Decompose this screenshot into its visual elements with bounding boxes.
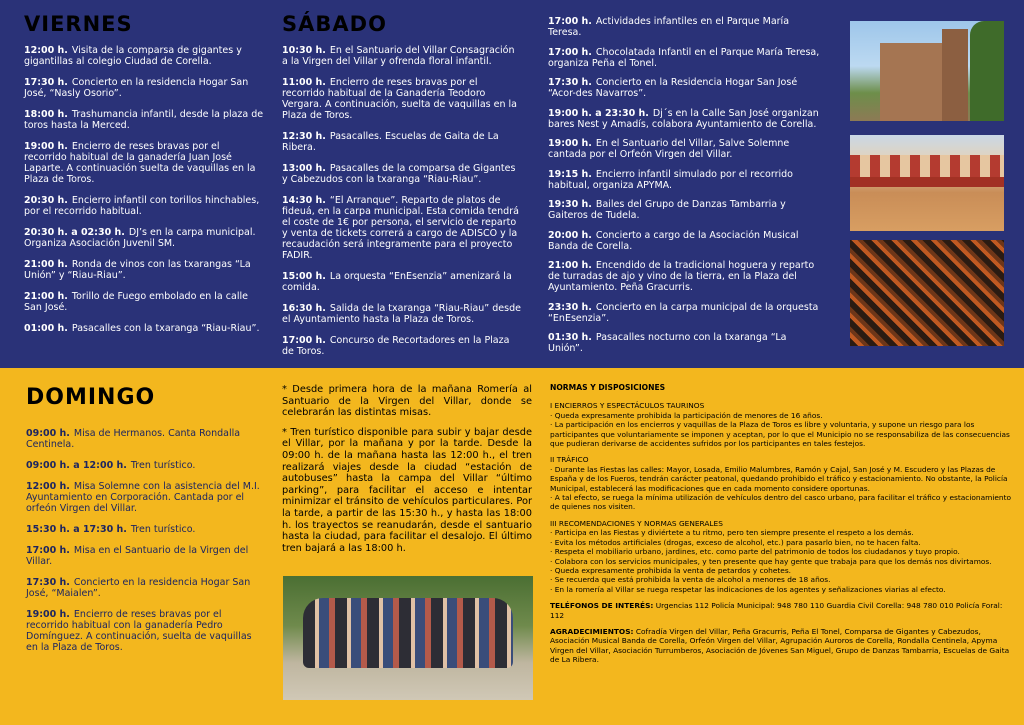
schedule-item [282, 131, 522, 153]
schedule-item [282, 271, 522, 293]
event-description: Misa en el Santuario de la Virgen del Villar. [26, 545, 249, 567]
schedule-item [24, 291, 264, 313]
normas-item: · Queda expresamente prohibida la participación de menores de 16 años. [550, 410, 823, 420]
normas-item: · Evita los métodos artificiales (drogas, exceso de alcohol, etc.) para pasarlo bien, no te hacen falta. [550, 537, 921, 547]
schedule-item [548, 169, 824, 191]
schedule-item [282, 163, 522, 185]
event-time: 23:30 h. [548, 301, 592, 313]
event-time: 17:30 h. [24, 77, 68, 88]
event-description: Ronda de vinos con las txarangas “La Unión” y “Riau-Riau”. [24, 259, 251, 281]
schedule-item [24, 141, 264, 185]
event-description: Concierto en la Residencia Hogar San José “Acor-des Navarros”. [548, 77, 798, 99]
normas-section [550, 383, 1012, 665]
event-description: Tren turístico. [130, 460, 196, 471]
schedule-item [282, 195, 522, 261]
normas-item: · Colabora con los servicios municipales, y ten presente que hay gente que trabaja para que los demás nos divirtamos. [550, 556, 992, 566]
event-description: La orquesta “EnEsenzia” amenizará la comida. [282, 271, 512, 293]
event-time: 19:00 h. a 23:30 h. [548, 107, 649, 119]
event-time: 12:00 h. [24, 45, 68, 56]
event-time: 12:30 h. [282, 131, 326, 142]
event-description: Concurso de Recortadores en la Plaza de Toros. [282, 335, 510, 357]
schedule-item [26, 428, 266, 450]
sabado-heading: SÁBADO [282, 12, 387, 36]
note-paragraph: * Desde primera hora de la mañana Romería al Santuario de la Virgen del Villar, donde se celebrarán las distintas misas. [282, 384, 532, 419]
normas-title: NORMAS Y DISPOSICIONES [550, 383, 666, 392]
event-time: 19:00 h. [26, 609, 70, 620]
event-description: Salida de la txaranga “Riau-Riau” desde el Ayuntamiento hasta la Plaza de Toros. [282, 303, 521, 325]
schedule-item [282, 45, 522, 67]
note-paragraph: * Tren turístico disponible para subir y bajar desde el Villar, por la mañana y por la tarde. Desde la 09:00 h. de la mañana hasta las 12:00 h., el tren realizará viajes desde la ciudad “estación de autobuses” hasta la campa del Villar “último parking”, para facilitar el acceso e intentar minimizar el tránsito de vehículos particulares. Por la tarde, a partir de las 15:30 h., y hasta las 18:00 h. los trayectos se reanudarán, desde el santuario hasta la ciudad, para facilitar el desalojo. El último tren bajará a las 18:00 h. [282, 426, 532, 554]
event-time: 12:00 h. [26, 481, 70, 492]
event-description: Concierto en la residencia Hogar San José, “Maialen”. [26, 577, 251, 599]
event-time: 11:00 h. [282, 77, 326, 88]
schedule-item [26, 577, 266, 599]
event-description: Actividades infantiles en el Parque María Teresa. [548, 16, 790, 38]
schedule-item [24, 259, 264, 281]
schedule-item [282, 335, 522, 357]
event-description: Torillo de Fuego embolado en la calle San José. [24, 291, 248, 313]
schedule-item [548, 138, 824, 160]
event-time: 15:30 h. a 17:30 h. [26, 524, 127, 535]
sabado-schedule-continued [548, 16, 824, 363]
event-description: Misa de Hermanos. Canta Rondalla Centinela. [26, 428, 241, 450]
domingo-heading: DOMINGO [26, 385, 156, 410]
normas-item: · Respeta el mobiliario urbano, jardines, etc. como parte del patrimonio de todos los ciudadanos y tuyo propio. [550, 547, 960, 557]
schedule-item [26, 609, 266, 653]
agradecimientos-text: Cofradía Virgen del Villar, Peña Gracurris, Peña El Tonel, Comparsa de Gigantes y Cabezudos, Asociación Musical Banda de Corella, Orfeón Virgen del Villar, Agrupación Auroros de Corella, Rondalla Centinela, Apyma Virgen del Villar, Asociación Turrumberos, Asociación de Jóvenes San Miguel, Grupo de Danzas Tambarria, Escuelas de Gaita de La Ribera. [550, 626, 1010, 665]
schedule-item [548, 77, 824, 99]
spacer [550, 594, 1012, 601]
spacer [550, 448, 1012, 455]
event-description: En el Santuario del Villar, Salve Solemne cantada por el Orfeón Virgen del Villar. [548, 138, 790, 160]
event-time: 17:30 h. [26, 577, 70, 588]
event-time: 17:00 h. [548, 46, 592, 58]
telefonos-label: TELÉFONOS DE INTERÉS: [550, 601, 654, 611]
event-description: Concierto en la carpa municipal de la orquesta “EnEsenzia”. [548, 301, 819, 324]
event-description: Misa Solemne con la asistencia del M.I. Ayuntamiento en Corporación. Cantada por el orfeón Virgen del Villar. [26, 481, 260, 514]
event-time: 09:00 h. [26, 428, 70, 439]
event-description: Encierro de reses bravas por el recorrido habitual de la ganadería Juan José Laparte. A continuación suelta de vaquillas en la Plaza de Toros. [24, 141, 256, 185]
event-description: Encierro infantil con torillos hinchables, por el recorrido habitual. [24, 195, 260, 217]
schedule-item [282, 77, 522, 121]
schedule-item [24, 77, 264, 99]
schedule-item [26, 545, 266, 567]
viernes-schedule [24, 45, 264, 344]
event-time: 17:00 h. [26, 545, 70, 556]
event-time: 19:15 h. [548, 168, 592, 180]
schedule-item [548, 260, 824, 293]
spacer [550, 620, 1012, 627]
agradecimientos-label: AGRADECIMIENTOS: [550, 626, 634, 636]
event-time: 14:30 h. [282, 195, 326, 206]
event-time: 13:00 h. [282, 163, 326, 174]
schedule-item [24, 227, 264, 249]
schedule-item [282, 303, 522, 325]
normas-item: · A tal efecto, se ruega la mínima utilización de vehículos dentro del casco urbano, para facilitar el tráfico y estacionamiento de quienes nos visiten. [550, 493, 1012, 512]
schedule-item [548, 230, 824, 252]
group-photo [283, 576, 533, 700]
schedule-item [548, 47, 824, 69]
event-description: Chocolatada Infantil en el Parque María Teresa, organiza Peña el Tonel. [548, 46, 820, 69]
event-description: En el Santuario del Villar Consagración a la Virgen del Villar y ofrenda floral infantil. [282, 45, 515, 67]
event-time: 21:00 h. [24, 291, 68, 302]
event-time: 15:00 h. [282, 271, 326, 282]
normas-item: · Queda expresamente prohibida la venta de petardos y cohetes. [550, 565, 792, 575]
schedule-item [548, 302, 824, 324]
event-description: Trashumancia infantil, desde la plaza de toros hasta la Merced. [24, 109, 264, 131]
telefonos-text: Urgencias 112 Policía Municipal: 948 780 110 Guardia Civil Corella: 948 780 010 Policía Foral: 112 [550, 601, 1003, 620]
schedule-item [26, 524, 266, 535]
normas-item: · La participación en los encierros y vaquillas de la Plaza de Toros es libre y voluntaria, y supone un riesgo para los participantes que voluntariamente se imponen y aceptan, por lo que el Municipio no se responsabiliza de las consecuencias que pudieran derivarse de accidentes sufridos por los participantes en tales festejos. [550, 420, 1010, 449]
normas-section-heading: II TRÁFICO [550, 455, 589, 465]
event-time: 01:30 h. [548, 332, 592, 343]
viernes-heading: VIERNES [24, 12, 133, 36]
event-time: 16:30 h. [282, 303, 326, 314]
event-description: Pasacalles. Escuelas de Gaita de La Ribera. [282, 131, 499, 153]
event-time: 17:00 h. [282, 335, 326, 346]
event-time: 17:00 h. [548, 16, 592, 27]
event-time: 20:00 h. [548, 229, 592, 241]
sabado-schedule [282, 45, 522, 367]
event-time: 10:30 h. [282, 45, 326, 56]
event-description: Bailes del Grupo de Danzas Tambarria y Gaiteros de Tudela. [548, 199, 786, 221]
event-time: 19:30 h. [548, 199, 592, 210]
event-description: Pasacalles nocturno con la txaranga “La Unión”. [548, 332, 787, 354]
event-description: Encendido de la tradicional hoguera y reparto de turradas de ajo y vino de la tierra, en la Plaza del Ayuntamiento. Peña Gracurris. [548, 260, 815, 293]
event-time: 20:30 h. [24, 195, 68, 206]
domingo-schedule [26, 428, 266, 663]
schedule-item [548, 199, 824, 221]
event-description: Tren turístico. [130, 524, 196, 535]
church-photo [850, 21, 1004, 121]
event-description: Pasacalles de la comparsa de Gigantes y Cabezudos con la txaranga “Riau-Riau”. [282, 163, 516, 185]
event-time: 01:00 h. [24, 323, 68, 334]
event-time: 09:00 h. a 12:00 h. [26, 460, 127, 471]
schedule-item [24, 109, 264, 131]
normas-item: · Durante las Fiestas las calles: Mayor, Losada, Emilio Malumbres, Ramón y Cajal, San José y M. Escudero y las Plazas de España y de los Fueros, tendrán carácter peatonal, quedando prohibido el tráfico y estacionamiento. No obstante, la Policía Municipal, establecerá las modificaciones que en cada momento considere oportunas. [550, 464, 1008, 493]
event-time: 19:00 h. [548, 138, 592, 149]
schedule-item [24, 45, 264, 67]
event-time: 21:00 h. [24, 259, 68, 270]
normas-item: · Participa en las Fiestas y diviértete a tu ritmo, pero ten siempre presente el respeto a los demás. [550, 528, 914, 538]
event-description: “El Arranque”. Reparto de platos de fideuá, en la carpa municipal. Esta comida tendrá el coste de 1€ por persona, el servicio de reparto y venta de tickets correrá a cargo de ADISCO y la recaudación será integramente para el proyecto FADIR. [282, 195, 519, 261]
bullring-photo [850, 135, 1004, 231]
event-description: Dj´s en la Calle San José organizan bares Nest y Amadís, colabora Ayuntamiento de Corella. [548, 107, 819, 130]
event-description: Concierto en la residencia Hogar San José, “Nasly Osorio”. [24, 77, 249, 99]
event-description: Concierto a cargo de la Asociación Musical Banda de Corella. [548, 229, 799, 252]
schedule-item [24, 323, 264, 334]
schedule-item [26, 460, 266, 471]
event-time: 21:00 h. [548, 260, 592, 271]
schedule-item [26, 481, 266, 514]
agradecimientos-line [550, 627, 1012, 665]
event-description: Encierro de reses bravas por el recorrido habitual con la ganadería Pedro Domínguez. A continuación, suelta de vaquillas en la Plaza de Toros. [26, 609, 252, 653]
event-description: Pasacalles con la txaranga “Riau-Riau”. [71, 323, 260, 334]
event-time: 17:30 h. [548, 77, 592, 88]
event-description: Encierro infantil simulado por el recorrido habitual, organiza APYMA. [548, 168, 793, 191]
event-description: Encierro de reses bravas por el recorrido habitual de la Ganadería Teodoro Vergara. A continuación, suelta de vaquillas en la Plaza de Toros. [282, 77, 517, 121]
event-time: 20:30 h. a 02:30 h. [24, 227, 125, 238]
event-time: 18:00 h. [24, 109, 68, 120]
normas-section-heading: I ENCIERROS Y ESPECTÁCULOS TAURINOS [550, 401, 705, 411]
schedule-item [548, 332, 824, 354]
normas-item: · En la romería al Villar se ruega respetar las indicaciones de los agentes y señalizaciones viarias al efecto. [550, 584, 946, 594]
normas-section-heading: III RECOMENDACIONES Y NORMAS GENERALES [550, 518, 723, 528]
event-description: Visita de la comparsa de gigantes y gigantillas al colegio Ciudad de Corella. [24, 45, 242, 67]
bonfire-grill-photo [850, 240, 1004, 346]
event-description: DJ’s en la carpa municipal. Organiza Asociación Juvenil SM. [24, 227, 256, 249]
normas-item: · Se recuerda que está prohibida la venta de alcohol a menores de 18 años. [550, 575, 831, 585]
event-time: 19:00 h. [24, 141, 68, 152]
notes-text [282, 384, 532, 562]
schedule-item [24, 195, 264, 217]
spacer [550, 512, 1012, 519]
schedule-item [548, 16, 824, 38]
telefonos-line [550, 601, 1012, 620]
schedule-item [548, 108, 824, 130]
